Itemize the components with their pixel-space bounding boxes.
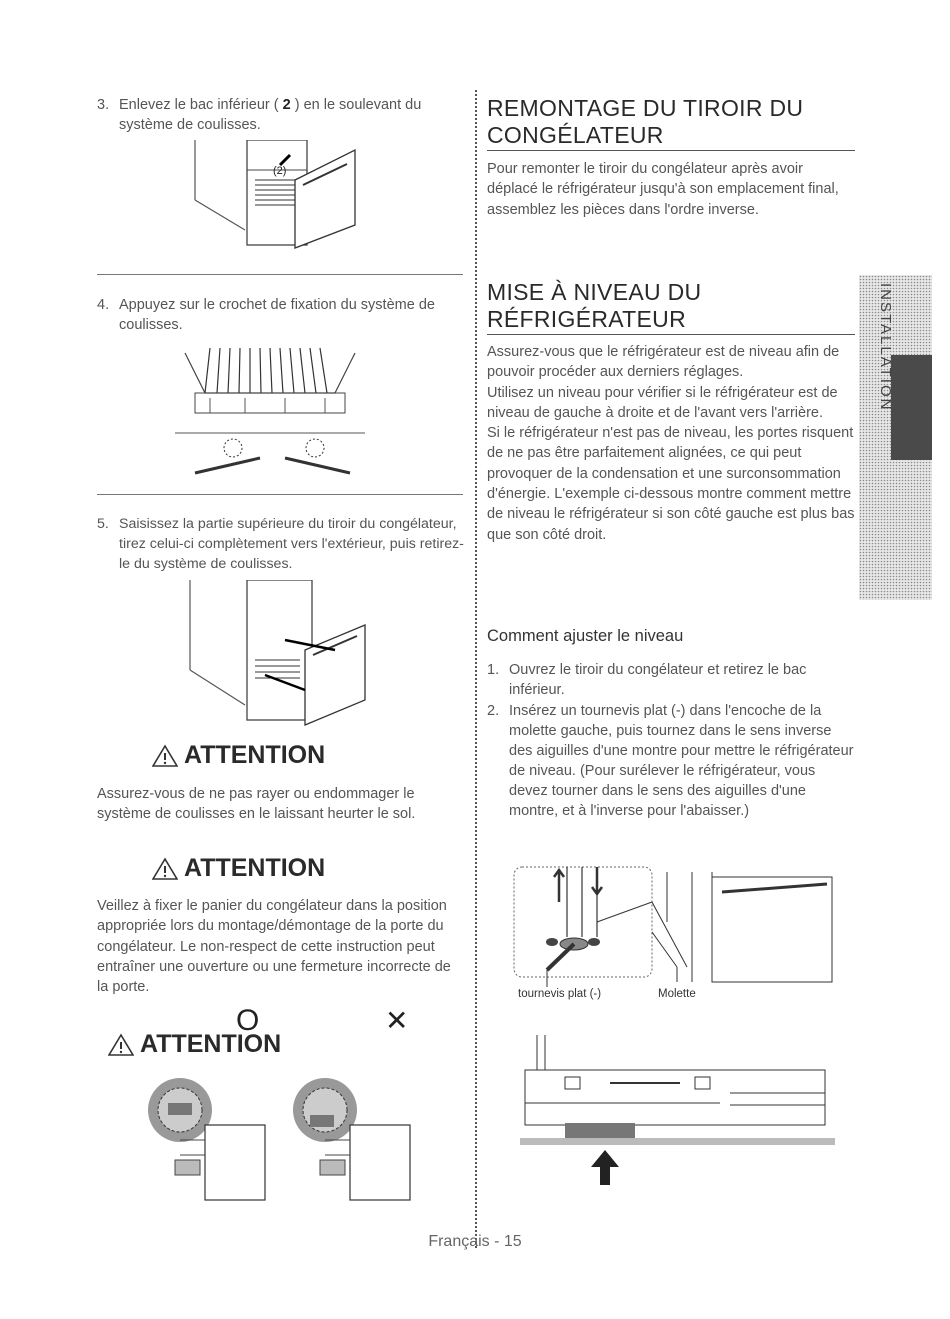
step-4 — [97, 295, 457, 335]
leveling-dial-illustration — [512, 862, 842, 987]
incorrect-mark: ✕ — [385, 1005, 409, 1036]
section-1-body: Pour remonter le tiroir du congélateur après avoir déplacé le réfrigérateur jusqu'à son emplacement final, assemblez les pièces dans l'ordre inverse. — [487, 161, 839, 218]
adjust-step-2-number: 2. — [487, 703, 500, 719]
drawer-remove-illustration — [185, 580, 375, 730]
column-divider — [475, 90, 477, 1248]
step-5 — [97, 514, 467, 574]
basket-position-illustration — [140, 1075, 430, 1205]
warning-icon — [152, 857, 178, 881]
caption-dial: Molette — [658, 988, 696, 1000]
step-4-number: 4. — [97, 297, 110, 313]
step-5-number: 5. — [97, 516, 109, 532]
adjust-step-2 — [487, 701, 857, 821]
attention-2-heading — [152, 854, 325, 883]
attention-2-title: ATTENTION — [184, 854, 326, 882]
installation-tab-label: INSTALLATION — [877, 283, 894, 412]
step-3-number: 3. — [97, 97, 110, 113]
adjust-step-2-text: Insérez un tournevis plat (-) dans l'encoche de la molette gauche, puis tournez dans le sens inverse des aiguilles d'une montre pour mettre le réfrigérateur de niveau. (Pour surélever le réfrigérateur, vous devez tourner dans le sens des aiguilles d'une montre, et à l'inverse pour l'abaisser.) — [509, 703, 854, 819]
adjust-step-1-text: Ouvrez le tiroir du congélateur et retirez le bac inférieur. — [509, 662, 807, 698]
correct-mark: O — [236, 1004, 260, 1037]
step-3-text: Enlevez le bac inférieur ( 2 ) en le soulevant du système de coulisses. — [119, 97, 422, 133]
separator — [97, 494, 463, 495]
step-4-text: Appuyez sur le crochet de fixation du système de coulisses. — [119, 297, 435, 333]
section-2-body — [487, 342, 857, 545]
section-1-title: REMONTAGE DU TIROIR DU CONGÉLATEUR — [487, 95, 804, 148]
title-rule — [487, 150, 855, 151]
section-2-paragraph-1: Assurez-vous que le réfrigérateur est de niveau afin de pouvoir procéder aux derniers réglages. — [487, 344, 840, 381]
step-5-text: Saisissez la partie supérieure du tiroir du congélateur, tirez celui-ci complètement vers l'extérieur, puis retirez-le du système de coulisses. — [119, 516, 464, 572]
subsection-title: Comment ajuster le niveau — [487, 627, 684, 645]
slide-hook-illustration — [165, 338, 375, 483]
section-2-title: MISE À NIVEAU DU RÉFRIGÉRATEUR — [487, 279, 702, 332]
drawer-lift-illustration — [185, 140, 365, 255]
section-2-paragraph-2: Utilisez un niveau pour vérifier si le réfrigérateur est de niveau de gauche à droite et de l'avant vers l'arrière. — [487, 384, 838, 421]
fig-label-2: (2) — [273, 165, 287, 177]
step-3 — [97, 95, 457, 135]
attention-1-heading — [152, 741, 325, 770]
adjust-step-1-number: 1. — [487, 662, 500, 678]
attention-1-title: ATTENTION — [184, 741, 326, 769]
attention-1-body: Assurez-vous de ne pas rayer ou endommager le système de coulisses en le laissant heurter le sol. — [97, 786, 416, 823]
installation-tab — [859, 275, 932, 600]
attention-3-title: ATTENTION — [140, 1030, 282, 1058]
leveling-base-illustration — [520, 1035, 835, 1185]
page-number: Français - 15 — [428, 1233, 522, 1250]
separator — [97, 274, 463, 275]
warning-icon — [108, 1033, 134, 1057]
caption-screwdriver: tournevis plat (-) — [518, 988, 602, 1000]
attention-2-body: Veillez à fixer le panier du congélateur dans la position appropriée lors du montage/démontage de la porte du congélateur. Le non-respect de cette instruction peut entraîner une ouverture ou une fermeture incorrecte de la porte. — [97, 898, 451, 996]
title-rule — [487, 334, 855, 335]
warning-icon — [152, 744, 178, 768]
adjust-step-1 — [487, 660, 857, 700]
section-2-paragraph-3: Si le réfrigérateur n'est pas de niveau, les portes risquent de ne pas être parfaitement alignées, ce qui peut provoquer de la condensation et une surconsommation d'énergie. L'exemple ci-dessous montre comment mettre de niveau le réfrigérateur si son côté gauche est plus bas que son côté droit. — [487, 425, 855, 543]
